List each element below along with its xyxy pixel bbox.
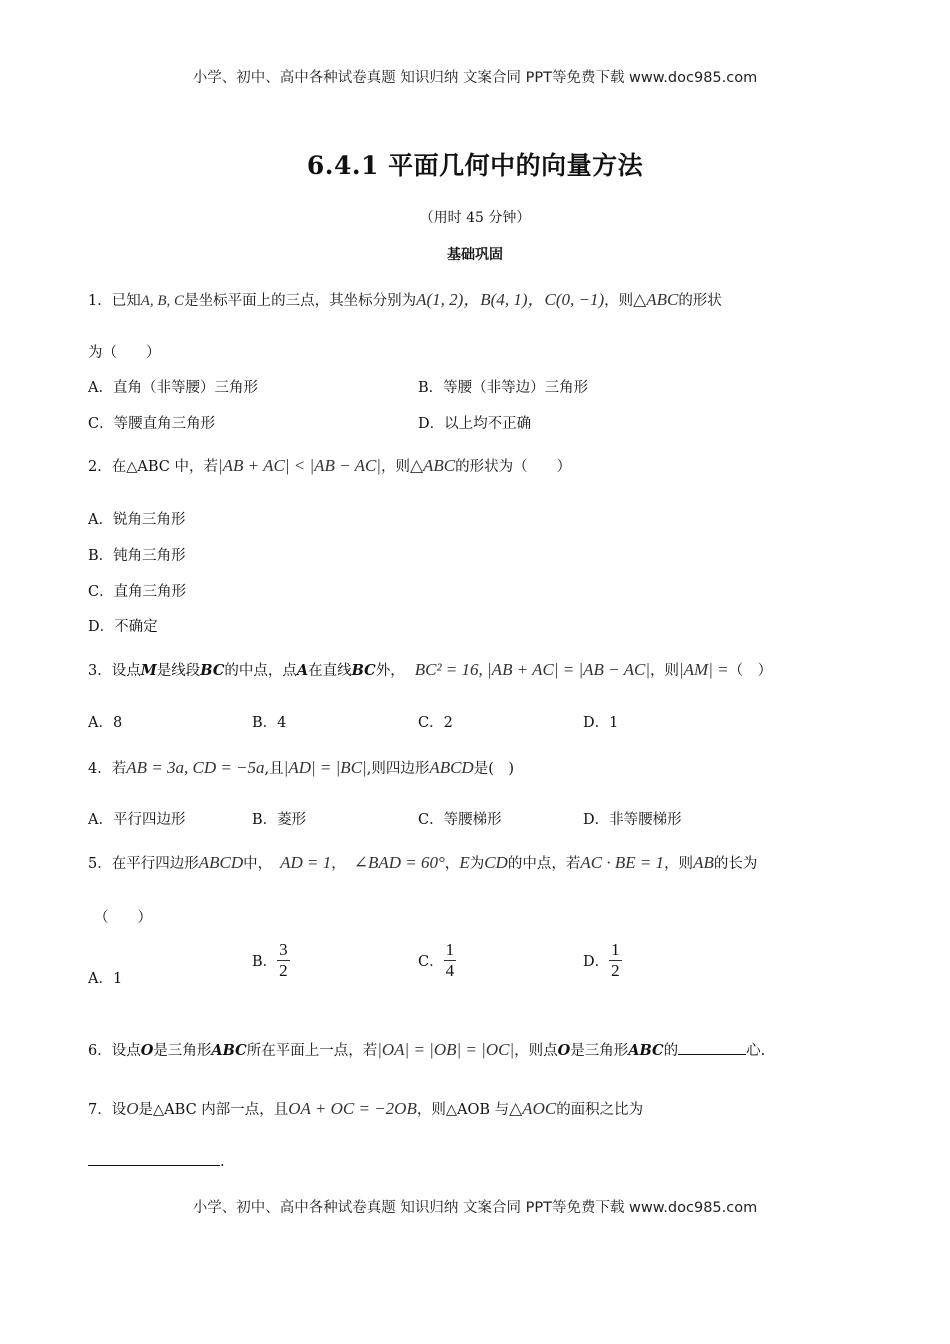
- q3-option-a[interactable]: A．8: [88, 715, 123, 731]
- q1-text: 的形状: [678, 293, 722, 309]
- q2-text: ，则: [380, 459, 410, 475]
- question-4: [88, 757, 514, 778]
- q7-text: 7．设: [88, 1102, 127, 1118]
- question-7-line-2: [88, 1154, 225, 1170]
- q5-option-b-fraction: [277, 940, 290, 981]
- q6-O: O: [140, 1042, 154, 1059]
- q3-text: 在直线: [308, 663, 352, 679]
- q5-angle: ∠BAD = 60°: [353, 853, 445, 872]
- numerator: 1: [445, 940, 455, 959]
- q5-text: 中，: [243, 856, 273, 872]
- q5-option-a[interactable]: A．1: [88, 971, 123, 987]
- q5-option-d-fraction: [609, 940, 622, 981]
- q3-M: M: [140, 662, 157, 679]
- q2-option-b[interactable]: B．钝角三角形: [88, 548, 186, 564]
- q6-expression: |OA| = |OB| = |OC|: [377, 1040, 515, 1059]
- q5-cd: CD: [484, 853, 508, 872]
- q3-option-b[interactable]: B．4: [252, 715, 287, 731]
- question-3: [88, 659, 772, 680]
- q3-text: 外，: [375, 663, 405, 679]
- q5-ad: AD = 1: [280, 853, 332, 872]
- q2-option-c[interactable]: C．直角三角形: [88, 584, 187, 600]
- q5-option-c[interactable]: [418, 940, 456, 981]
- q5-text: 5．在平行四边形: [88, 856, 199, 872]
- q4-text: ,且: [264, 761, 284, 777]
- q5-option-b[interactable]: [252, 940, 290, 981]
- q5-text: ，则: [664, 856, 694, 872]
- q3-text: 3．设点: [88, 663, 141, 679]
- section-heading: 基础巩固: [447, 247, 503, 263]
- q3-A: A: [296, 662, 309, 679]
- q6-ABC: ABC: [628, 1042, 664, 1059]
- denominator: 2: [279, 961, 288, 980]
- q7-triangle: △AOC: [509, 1099, 557, 1118]
- q2-expression: |AB + AC| < |AB − AC|: [217, 456, 381, 475]
- q1-option-a[interactable]: A．直角（非等腰）三角形: [88, 380, 258, 396]
- q2-text: 2．在△ABC 中，若: [88, 459, 218, 475]
- q2-option-a[interactable]: A．锐角三角形: [88, 512, 186, 528]
- q3-expression: BC² = 16, |AB + AC| = |AB − AC|: [414, 660, 650, 679]
- q4-option-c[interactable]: C．等腰梯形: [418, 812, 502, 828]
- time-limit: （用时 45 分钟）: [419, 210, 531, 226]
- q5-dot: AC · BE = 1: [580, 853, 665, 872]
- numerator: 3: [279, 940, 288, 959]
- q7-text: .: [220, 1154, 225, 1170]
- q4-option-d[interactable]: D．非等腰梯形: [583, 812, 682, 828]
- q6-text: 心.: [746, 1043, 766, 1059]
- q5-option-d[interactable]: [583, 940, 622, 981]
- q6-ABC: ABC: [211, 1042, 247, 1059]
- question-5-line-1: 5．在平行四边形ABCD中， AD = 1， ∠BAD = 60°，E为CD的中点，若AC · BE = 1，则AB的长为: [88, 853, 758, 872]
- denominator: 4: [445, 961, 455, 980]
- q4-text: 是( ): [473, 761, 515, 777]
- question-2: [88, 455, 571, 476]
- q5-option-c-fraction: [444, 940, 457, 981]
- q5-text: 的长为: [713, 856, 758, 872]
- q2-triangle: △ABC: [409, 456, 456, 475]
- q3-text: ，则: [650, 663, 679, 679]
- q1-text: 1．已知: [88, 293, 141, 309]
- q6-text: 的: [663, 1043, 679, 1059]
- q5-ab: AB: [693, 853, 714, 872]
- q3-text: 是线段: [156, 663, 201, 679]
- q2-text: 的形状为（ ）: [455, 459, 572, 475]
- question-1-line-2: 为（ ）: [88, 345, 161, 361]
- q4-expression-2: |AD| = |BC|: [283, 758, 367, 777]
- q1-option-c[interactable]: C．等腰直角三角形: [88, 416, 216, 432]
- q5-option-c-label: C．: [418, 954, 444, 970]
- page-header: 小学、初中、高中各种试卷真题 知识归纳 文案合同 PPT等免费下载 www.doc985.com: [192, 70, 758, 86]
- q4-option-b[interactable]: B．菱形: [252, 812, 307, 828]
- q1-coords: A(1, 2)，B(4, 1)，C(0, −1): [416, 290, 605, 309]
- q6-O: O: [557, 1042, 571, 1059]
- denominator: 2: [611, 961, 620, 980]
- q6-text: 所在平面上一点，若: [246, 1043, 378, 1059]
- q4-text: 4．若: [88, 761, 127, 777]
- q4-quad: ABCD: [429, 758, 474, 777]
- q7-text: ，则△AOB 与: [416, 1102, 510, 1118]
- q6-text: 6．设点: [88, 1043, 141, 1059]
- q1-triangle: △ABC: [633, 290, 679, 309]
- question-5-line-2: （ ）: [94, 910, 152, 926]
- question-7: [88, 1098, 643, 1119]
- q6-answer-blank[interactable]: [678, 1054, 746, 1055]
- q3-BC: BC: [351, 662, 376, 679]
- q5-option-b-label: B．: [252, 954, 278, 970]
- q6-text: ，则点: [514, 1043, 558, 1059]
- q3-text: （ ）: [728, 663, 773, 679]
- q5-text: 为: [469, 856, 485, 872]
- numerator: 1: [611, 940, 620, 959]
- q6-text: 是三角形: [153, 1043, 212, 1059]
- q7-text: 的面积之比为: [556, 1102, 644, 1118]
- q5-quad: ABCD: [198, 853, 244, 872]
- page-footer: 小学、初中、高中各种试卷真题 知识归纳 文案合同 PPT等免费下载 www.doc985.com: [192, 1200, 758, 1216]
- q5-option-d-label: D．: [583, 954, 610, 970]
- q4-option-a[interactable]: A．平行四边形: [88, 812, 186, 828]
- q3-option-d[interactable]: D．1: [583, 715, 619, 731]
- q5-e: E: [459, 853, 470, 872]
- q1-option-b[interactable]: B．等腰（非等边）三角形: [418, 380, 589, 396]
- q7-text: 是△ABC 内部一点，且: [138, 1102, 289, 1118]
- q7-expression: OA + OC = −2OB: [288, 1099, 417, 1118]
- q1-option-d[interactable]: D．以上均不正确: [418, 416, 532, 432]
- q3-text: 的中点，点: [224, 663, 297, 679]
- q3-BC: BC: [200, 662, 225, 679]
- q3-option-c[interactable]: C．2: [418, 715, 453, 731]
- q5-text: 的中点，若: [507, 856, 581, 872]
- question-1-line-1: [88, 285, 722, 310]
- q1-text: ，则: [604, 293, 634, 309]
- q4-text: ,则四边形: [366, 761, 430, 777]
- page-title: 6.4.1 平面几何中的向量方法: [306, 151, 644, 180]
- q4-expression: AB = 3a, CD = −5a: [126, 758, 265, 777]
- q2-option-d[interactable]: D．不确定: [88, 619, 158, 635]
- q1-points: A, B, C: [140, 293, 185, 309]
- q6-text: 是三角形: [570, 1043, 629, 1059]
- q7-answer-blank[interactable]: [88, 1165, 220, 1166]
- q3-am: |AM| =: [679, 660, 729, 679]
- question-6: [88, 1039, 765, 1060]
- q1-text: 是坐标平面上的三点，其坐标分别为: [184, 293, 417, 309]
- q7-O: O: [126, 1099, 139, 1118]
